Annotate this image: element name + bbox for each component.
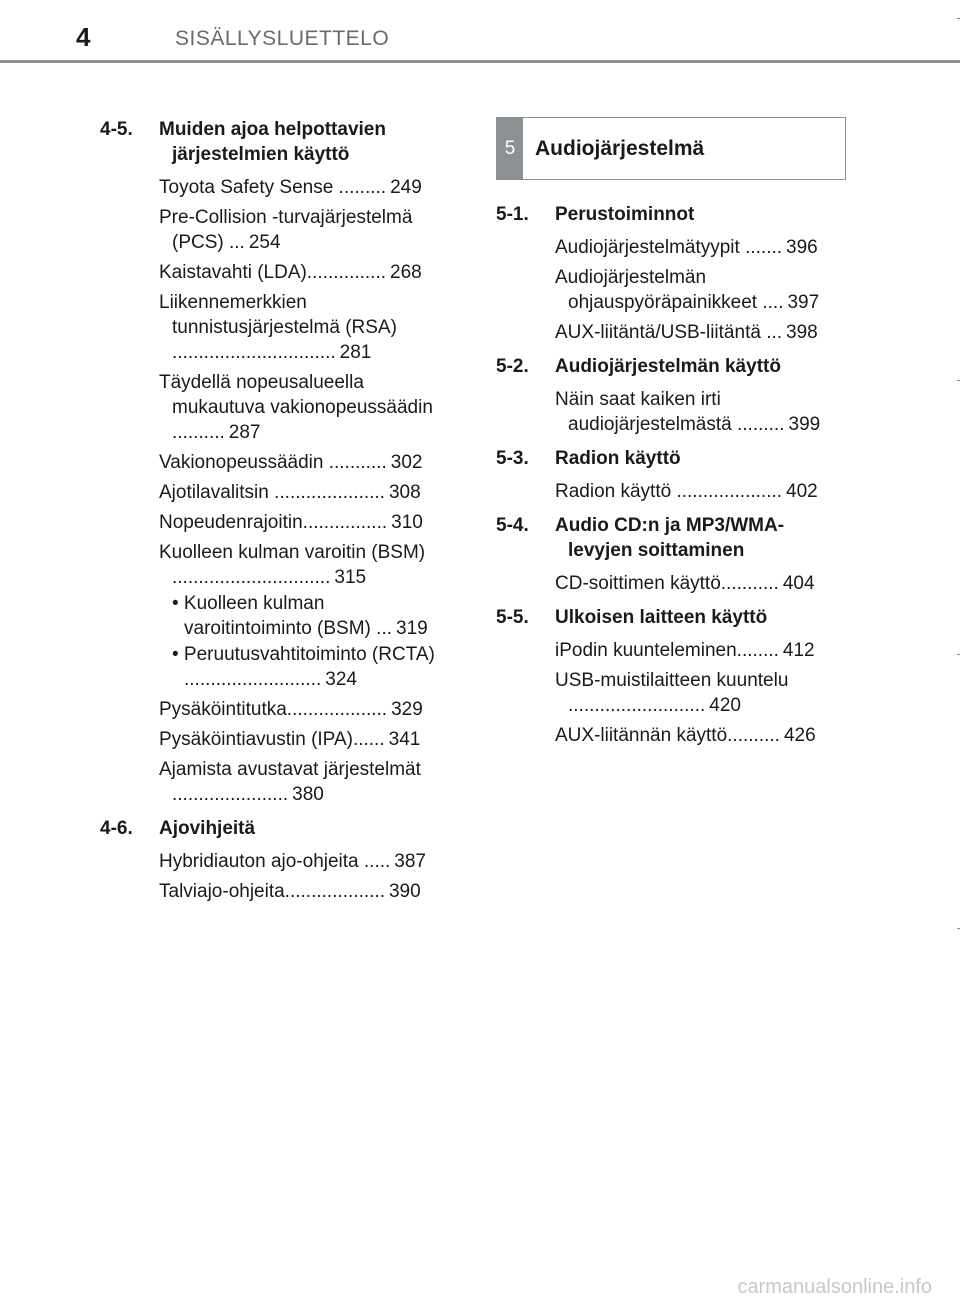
- entry-text: Vakionopeussäädin ...........: [159, 452, 387, 473]
- toc-section: [496, 354, 836, 379]
- toc-entry[interactable]: [555, 387, 836, 437]
- entry-text: Liikennemerkkien tunnistusjärjestelmä (RSA) ...............................: [159, 292, 397, 363]
- entry-text: Pre-Collision -turvajärjestelmä (PCS) ...: [159, 207, 413, 253]
- watermark: carmanualsonline.info: [737, 1276, 932, 1298]
- entry-text: Näin saat kaiken irti audiojärjestelmästä .........: [555, 389, 785, 435]
- toc-entry[interactable]: [172, 591, 450, 641]
- entry-page-number: 390: [388, 881, 421, 902]
- running-title: SISÄLLYSLUETTELO: [175, 27, 390, 50]
- section-title[interactable]: Muiden ajoa helpottavien järjestelmien käyttö: [159, 119, 386, 165]
- toc-entry[interactable]: [159, 480, 450, 505]
- header-rule: [0, 60, 960, 63]
- entry-text: iPodin kuunteleminen........: [555, 640, 779, 661]
- entry-page-number: 315: [334, 567, 367, 588]
- page-header: [0, 0, 960, 62]
- section-number: 4-5.: [100, 119, 133, 140]
- entry-page-number: 302: [390, 452, 423, 473]
- entry-page-number: 397: [787, 292, 820, 313]
- toc-entry[interactable]: [159, 205, 450, 255]
- section-title[interactable]: Ulkoisen laitteen käyttö: [555, 607, 768, 628]
- entry-text: AUX-liitännän käyttö..........: [555, 725, 780, 746]
- entry-text: Nopeudenrajoitin................: [159, 512, 388, 533]
- toc-entry[interactable]: [172, 642, 450, 692]
- toc-entry[interactable]: [159, 290, 450, 365]
- entry-page-number: 254: [248, 232, 281, 253]
- section-title[interactable]: Ajovihjeitä: [159, 818, 256, 839]
- entry-page-number: 387: [394, 851, 426, 872]
- entry-text: CD-soittimen käyttö...........: [555, 573, 779, 594]
- entry-page-number: 319: [396, 618, 428, 639]
- section-number: 5-2.: [496, 356, 529, 377]
- toc-left-column: [100, 117, 450, 913]
- section-number: 4-6.: [100, 818, 133, 839]
- toc-entry[interactable]: [159, 727, 450, 752]
- entry-page-number: 287: [228, 422, 261, 443]
- chapter-title: Audiojärjestelmä: [535, 137, 705, 160]
- entry-page-number: 329: [391, 699, 423, 720]
- entry-text: Täydellä nopeusalueella mukautuva vakionopeussäädin ..........: [159, 372, 433, 443]
- toc-entry[interactable]: [555, 668, 836, 718]
- entry-text: Radion käyttö ....................: [555, 481, 783, 502]
- entry-text: Ajotilavalitsin .....................: [159, 482, 385, 503]
- entry-text: Kuolleen kulman varoitin (BSM) ..............................: [159, 542, 426, 588]
- chapter-number-tab: 5: [497, 118, 523, 179]
- toc-entry[interactable]: [159, 697, 450, 722]
- toc-section: [100, 117, 450, 167]
- toc-entry[interactable]: [555, 265, 836, 315]
- toc-entry[interactable]: [555, 235, 836, 260]
- section-title[interactable]: Audio CD:n ja MP3/WMA-levyjen soittaminen: [555, 515, 785, 561]
- toc-entry[interactable]: [159, 540, 450, 590]
- entry-text: Talviajo-ohjeita...................: [159, 881, 385, 902]
- toc-entry[interactable]: [555, 571, 836, 596]
- entry-text: AUX-liitäntä/USB-liitäntä ...: [555, 322, 783, 343]
- entry-page-number: 396: [786, 237, 818, 258]
- toc-section: [496, 446, 836, 471]
- entry-page-number: 402: [786, 481, 818, 502]
- section-gap: [496, 753, 836, 757]
- entry-page-number: 324: [325, 669, 357, 690]
- entry-text: Pysäköintiavustin (IPA)......: [159, 729, 385, 750]
- entry-page-number: 412: [782, 640, 815, 661]
- toc-entry[interactable]: [159, 879, 450, 904]
- entry-page-number: 310: [391, 512, 423, 533]
- entry-page-number: 426: [783, 725, 816, 746]
- entry-text: Ajamista avustavat järjestelmät ......................: [159, 759, 421, 805]
- toc-entry[interactable]: [555, 723, 836, 748]
- entry-page-number: 404: [782, 573, 815, 594]
- entry-page-number: 268: [390, 262, 422, 283]
- toc-entry[interactable]: [159, 260, 450, 285]
- toc-section: [496, 513, 836, 563]
- page-number: 4: [76, 22, 91, 52]
- section-number: 5-5.: [496, 607, 529, 628]
- section-title[interactable]: Audiojärjestelmän käyttö: [555, 356, 781, 377]
- entry-text: USB-muistilaitteen kuuntelu ..........................: [555, 670, 789, 716]
- toc-entry[interactable]: [555, 320, 836, 345]
- section-number: 5-1.: [496, 204, 529, 225]
- entry-page-number: 341: [388, 729, 421, 750]
- entry-text: Audiojärjestelmätyypit .......: [555, 237, 783, 258]
- entry-text: Audiojärjestelmän ohjauspyöräpainikkeet ....: [555, 267, 784, 313]
- toc-entry[interactable]: [555, 638, 836, 663]
- toc-entry[interactable]: [159, 450, 450, 475]
- chapter-heading: [496, 117, 846, 180]
- entry-page-number: 399: [788, 414, 821, 435]
- toc-entry[interactable]: [159, 175, 450, 200]
- toc-section: [496, 605, 836, 630]
- entry-text: Toyota Safety Sense .........: [159, 177, 387, 198]
- entry-page-number: 308: [388, 482, 421, 503]
- toc-section: [100, 816, 450, 841]
- entry-page-number: 281: [339, 342, 372, 363]
- toc-section: [496, 202, 836, 227]
- toc-right-sections: [496, 202, 836, 757]
- entry-page-number: 380: [292, 784, 324, 805]
- entry-text: • Peruutusvahtitoiminto (RCTA) ..........................: [172, 644, 435, 690]
- section-number: 5-4.: [496, 515, 529, 536]
- section-title[interactable]: Radion käyttö: [555, 448, 681, 469]
- toc-entry[interactable]: [159, 757, 450, 807]
- toc-entry[interactable]: [159, 849, 450, 874]
- toc-entry[interactable]: [555, 479, 836, 504]
- entry-text: Hybridiauton ajo-ohjeita .....: [159, 851, 391, 872]
- entry-page-number: 398: [786, 322, 818, 343]
- entry-page-number: 249: [390, 177, 422, 198]
- toc-entry[interactable]: [159, 370, 450, 445]
- toc-entry[interactable]: [159, 510, 450, 535]
- entry-text: Kaistavahti (LDA)...............: [159, 262, 387, 283]
- entry-text: Pysäköintitutka...................: [159, 699, 388, 720]
- section-number: 5-3.: [496, 448, 529, 469]
- section-title[interactable]: Perustoiminnot: [555, 204, 695, 225]
- entry-text: • Kuolleen kulman varoitintoiminto (BSM) ...: [172, 593, 392, 639]
- entry-page-number: 420: [709, 695, 741, 716]
- toc-right-column: [496, 117, 836, 757]
- section-gap: [100, 909, 450, 913]
